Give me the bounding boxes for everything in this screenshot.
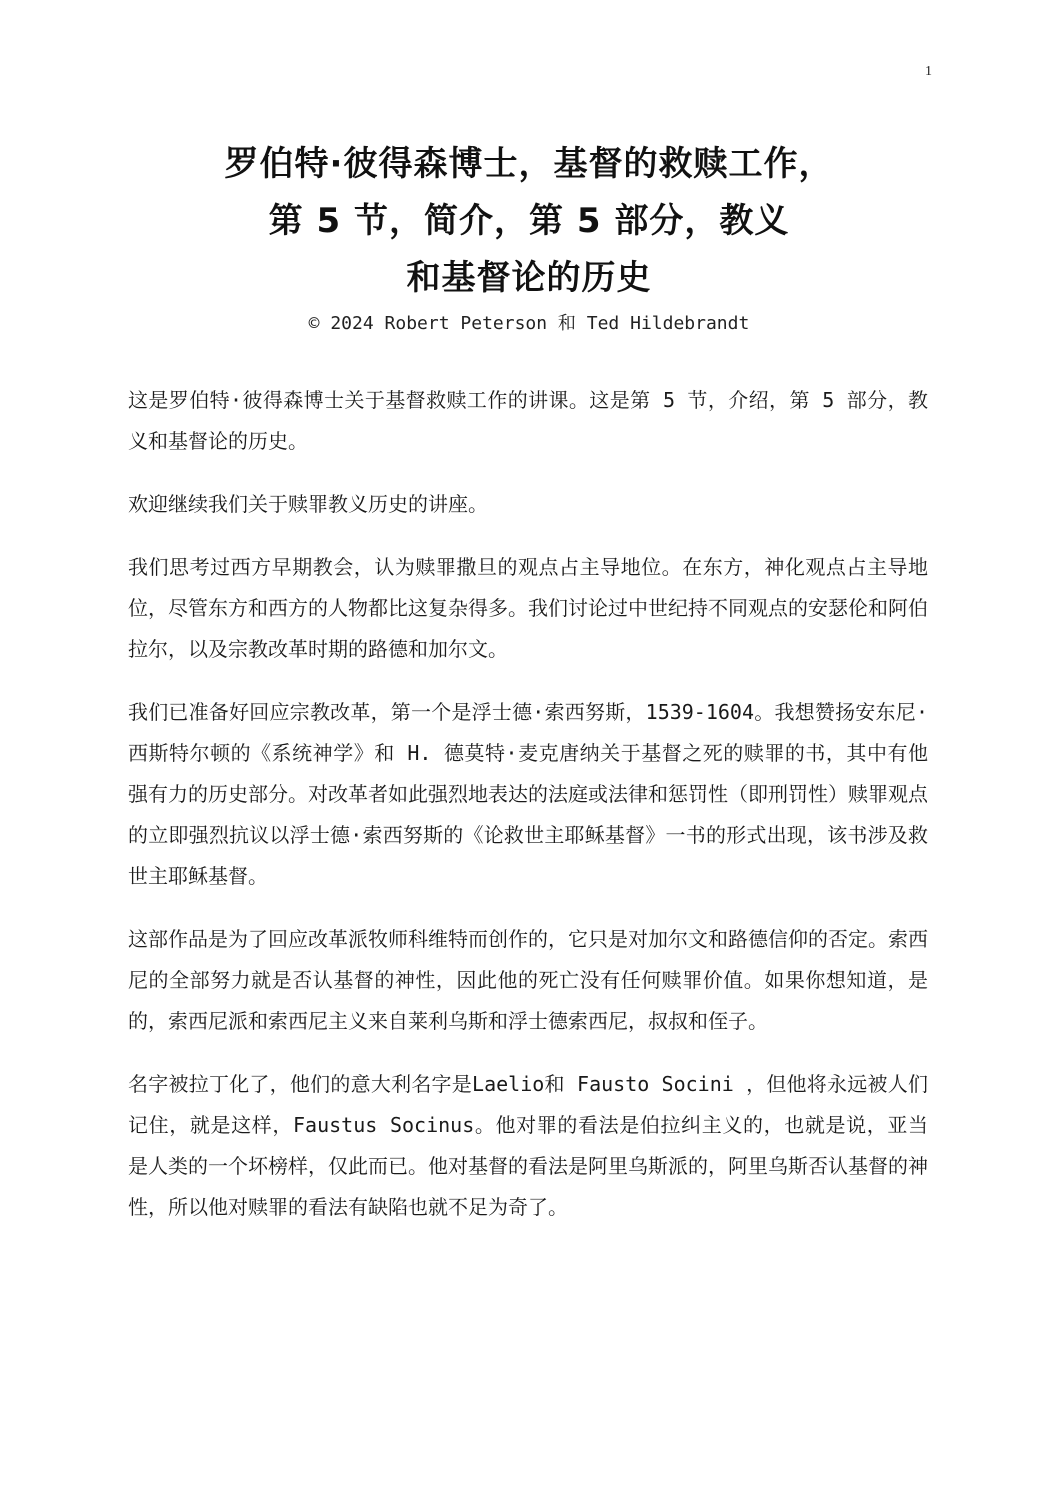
title-line-1: 罗伯特·彼得森博士，基督的救赎工作， bbox=[224, 144, 834, 184]
page-number: 1 bbox=[925, 64, 932, 79]
paragraph-welcome: 欢迎继续我们关于赎罪教义历史的讲座。 bbox=[128, 492, 488, 516]
body-text bbox=[128, 380, 928, 1250]
paragraph-socinus-response: 我们已准备好回应宗教改革，第一个是浮士德·索西努斯，1539-1604。我想赞扬安东尼·西斯特尔顿的《系统神学》和 H. 德莫特·麦克唐纳关于基督之死的赎罪的书，其中有他强有力的历史部分。对改革者如此强烈地表达的法庭或法律和惩罚性（即刑罚性）赎罪观点的立即强烈抗议以浮士德·索西努斯的《论救世主耶稣基督》一书的形式出现，该书涉及救世主耶稣基督。 bbox=[128, 700, 928, 888]
title-line-2: 第 5 节，简介，第 5 部分，教义 bbox=[268, 201, 790, 241]
title-line-3: 和基督论的历史 bbox=[406, 258, 652, 298]
copyright-line: © 2024 Robert Peterson 和 Ted Hildebrandt bbox=[308, 313, 750, 334]
paragraph-intro: 这是罗伯特·彼得森博士关于基督救赎工作的讲课。这是第 5 节，介绍，第 5 部分，教义和基督论的历史。 bbox=[128, 388, 928, 453]
paragraph-socinus-names: 名字被拉丁化了，他们的意大利名字是Laelio和 Fausto Socini ，但他将永远被人们记住，就是这样，Faustus Socinus。他对罪的看法是伯拉纠主义的，也就是说，亚当是人类的一个坏榜样，仅此而已。他对基督的看法是阿里乌斯派的，阿里乌斯否认基督的神性，所以他对赎罪的看法有缺陷也就不足为奇了。 bbox=[128, 1072, 928, 1219]
paragraph-early-church: 我们思考过西方早期教会，认为赎罪撒旦的观点占主导地位。在东方，神化观点占主导地位，尽管东方和西方的人物都比这复杂得多。我们讨论过中世纪持不同观点的安瑟伦和阿伯拉尔，以及宗教改革时期的路德和加尔文。 bbox=[128, 555, 928, 661]
title-block bbox=[0, 136, 1058, 337]
paragraph-socinus-work: 这部作品是为了回应改革派牧师科维特而创作的，它只是对加尔文和路德信仰的否定。索西尼的全部努力就是否认基督的神性，因此他的死亡没有任何赎罪价值。如果你想知道，是的，索西尼派和索西尼主义来自莱利乌斯和浮士德索西尼，叔叔和侄子。 bbox=[128, 927, 928, 1033]
